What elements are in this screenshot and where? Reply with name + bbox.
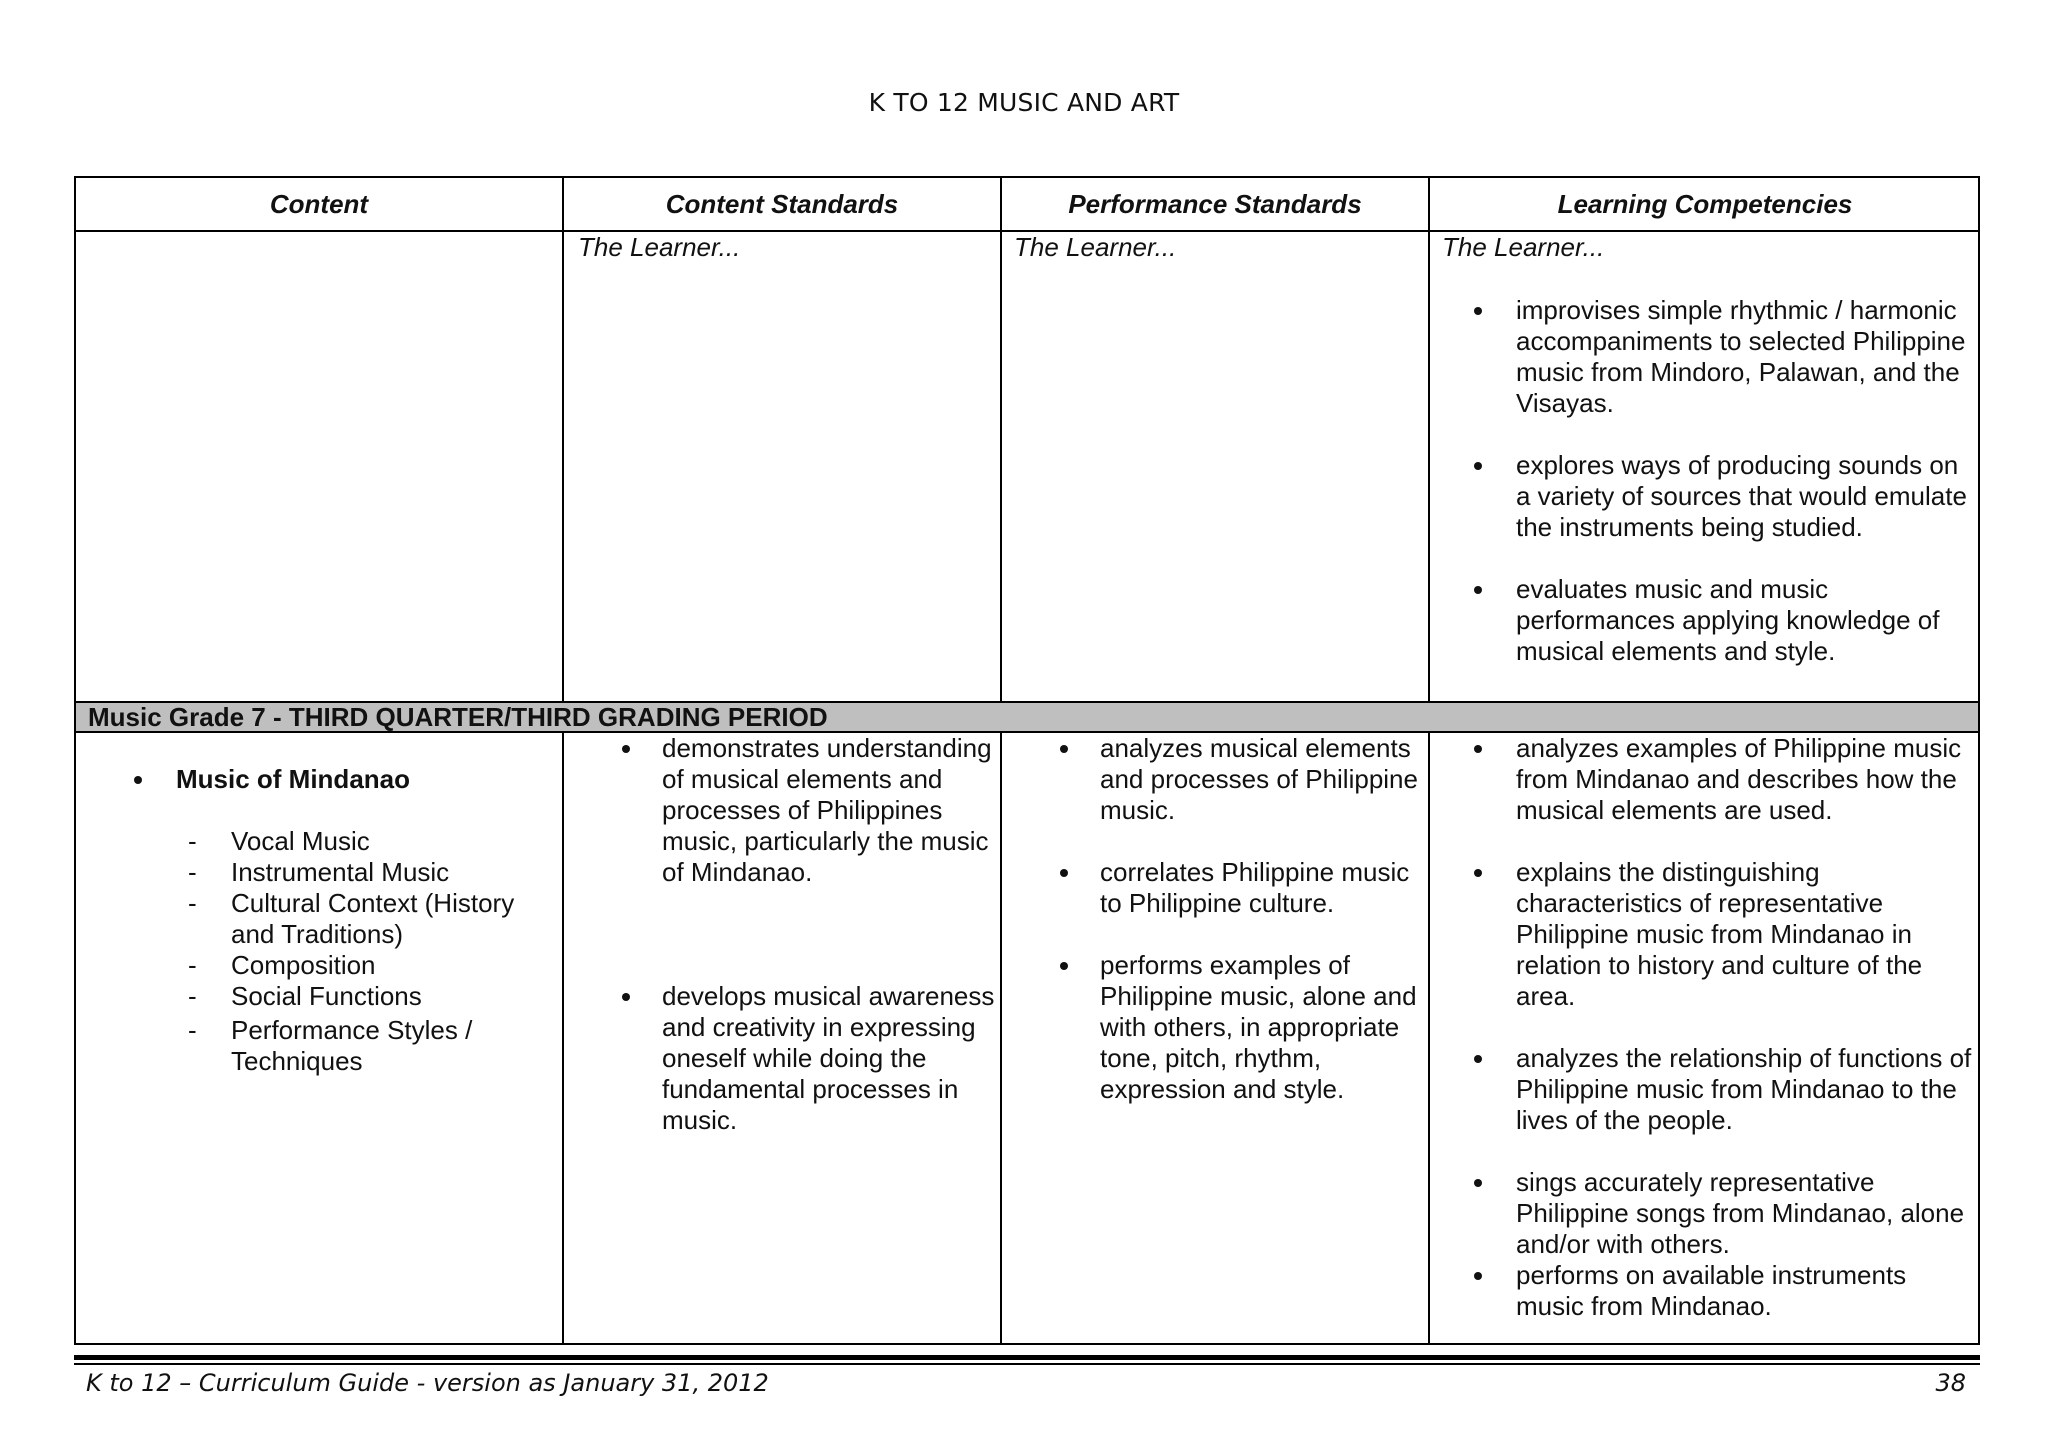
header-learning-competencies: Learning Competencies xyxy=(1557,189,1853,219)
learning-competencies-list xyxy=(1430,733,1980,1322)
list-item: - Cultural Context (History and Traditions) xyxy=(188,888,515,949)
column-divider xyxy=(1000,178,1002,701)
document-title: K TO 12 MUSIC AND ART xyxy=(868,88,1180,117)
list-item: performs on available instruments music from Mindanao. xyxy=(1430,1260,1980,1322)
header-performance-standards: Performance Standards xyxy=(1068,189,1362,219)
list-item: analyzes the relationship of functions of Philippine music from Mindanao to the lives of the people. xyxy=(1430,1043,1980,1136)
list-item: - Performance Styles / Techniques xyxy=(188,1015,473,1076)
list-item: - Instrumental Music xyxy=(188,857,450,887)
list-item: - Composition xyxy=(188,950,376,980)
list-item: explains the distinguishing characteristics of representative Philippine music from Mindanao in relation to history and culture of the area. xyxy=(1430,857,1980,1012)
list-item: - Social Functions xyxy=(188,981,422,1011)
bullet-icon xyxy=(1474,1055,1482,1063)
content-subtopic-list xyxy=(188,826,548,1077)
performance-standards-list xyxy=(1002,733,1422,1105)
list-item: sings accurately representative Philippine songs from Mindanao, alone and/or with others. xyxy=(1430,1167,1980,1260)
list-item: develops musical awareness and creativity in expressing oneself while doing the fundamental processes in music. xyxy=(564,981,1000,1136)
bullet-icon xyxy=(1474,1272,1482,1280)
quarter-heading: Music Grade 7 - THIRD QUARTER/THIRD GRADING PERIOD xyxy=(76,701,1978,733)
list-item: evaluates music and music performances applying knowledge of musical elements and style. xyxy=(1430,574,1978,667)
bullet-icon xyxy=(1474,1179,1482,1187)
page-number: 38 xyxy=(1935,1369,1966,1397)
bullet-icon xyxy=(622,993,630,1001)
bullet-icon xyxy=(1474,462,1482,470)
continued-competencies-list xyxy=(1430,295,1978,667)
list-item: correlates Philippine music to Philippine culture. xyxy=(1002,857,1422,919)
header-content: Content xyxy=(269,189,369,219)
curriculum-table xyxy=(74,176,1980,1345)
footer-version: K to 12 – Curriculum Guide - version as January 31, 2012 xyxy=(86,1369,769,1397)
content-standards-list xyxy=(564,733,1000,1136)
bullet-icon xyxy=(1474,745,1482,753)
list-item: explores ways of producing sounds on a variety of sources that would emulate the instruments being studied. xyxy=(1430,450,1978,543)
bullet-icon xyxy=(1474,586,1482,594)
bullet-icon xyxy=(134,776,142,784)
bullet-icon xyxy=(1474,307,1482,315)
bullet-icon xyxy=(622,745,630,753)
learner-label: The Learner... xyxy=(1014,232,1177,262)
learner-label: The Learner... xyxy=(1442,232,1605,262)
footer-rule xyxy=(74,1363,1980,1365)
bullet-icon xyxy=(1474,869,1482,877)
header-content-standards: Content Standards xyxy=(665,189,899,219)
list-item: - Vocal Music xyxy=(188,826,370,856)
list-item: performs examples of Philippine music, alone and with others, in appropriate tone, pitch, rhythm, expression and style. xyxy=(1002,950,1422,1105)
learner-label: The Learner... xyxy=(578,232,741,262)
footer-rule xyxy=(74,1355,1980,1360)
list-item: demonstrates understanding of musical elements and processes of Philippines music, particularly the music of Mindanao. xyxy=(564,733,1000,888)
list-item: analyzes musical elements and processes of Philippine music. xyxy=(1002,733,1422,826)
list-item: improvises simple rhythmic / harmonic accompaniments to selected Philippine music from Mindoro, Palawan, and the Visayas. xyxy=(1430,295,1978,419)
bullet-icon xyxy=(1060,962,1068,970)
content-topic-list xyxy=(76,764,560,795)
bullet-icon xyxy=(1060,869,1068,877)
list-item: analyzes examples of Philippine music from Mindanao and describes how the musical elements are used. xyxy=(1430,733,1980,826)
bullet-icon xyxy=(1060,745,1068,753)
content-topic: Music of Mindanao xyxy=(76,764,560,795)
